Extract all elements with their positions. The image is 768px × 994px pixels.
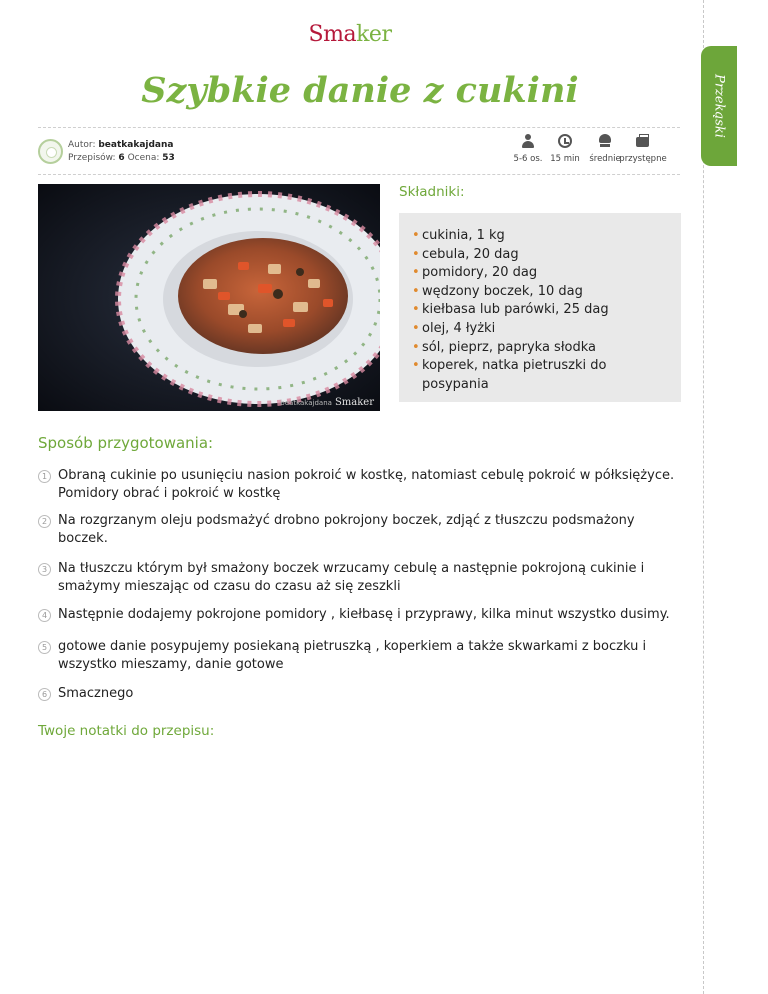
ingredient-item: • cebula, 20 dag (410, 246, 663, 265)
brand-logo (0, 22, 700, 47)
divider (38, 127, 680, 128)
recipe-photo (38, 184, 380, 411)
ingredients-list (410, 227, 663, 394)
ingredients-heading: Składniki: (399, 184, 465, 200)
step-item (38, 638, 688, 674)
difficulty-value: średnie (589, 154, 621, 164)
ingredient-item: • koperek, natka pietruszki do posypania (410, 357, 663, 394)
ingredient-item: • wędzony boczek, 10 dag (410, 283, 663, 302)
person-icon (521, 134, 535, 148)
step-item (38, 467, 688, 503)
author-name[interactable]: beatkakajdana (98, 140, 174, 150)
notes-heading: Twoje notatki do przepisu: (38, 723, 215, 739)
step-item (38, 606, 688, 624)
step-item (38, 685, 688, 703)
cost-value: przystępne (619, 154, 667, 164)
step-text: Obraną cukinie po usunięciu nasion pokroić w kostkę, natomiast cebulę pokroić w półksiężyce. Pomidory obrać i pokroić w kostkę (58, 468, 675, 501)
steps-heading: Sposób przygotowania: (38, 434, 214, 452)
brand-part-2: ker (356, 22, 392, 47)
ingredients-box (399, 213, 681, 402)
step-text: Na tłuszczu którym był smażony boczek wrzucamy cebulę a następnie pokrojoną cukinie i smażymy mieszając od czasu do czasu aż się zeszkli (58, 561, 645, 594)
step-text: Następnie dodajemy pokrojone pomidory , kiełbasę i przyprawy, kilka minut wszystko dusimy. (58, 607, 670, 622)
clock-icon (558, 134, 572, 148)
cost-meta (613, 134, 673, 164)
step-number: 4 (38, 609, 51, 622)
step-number: 5 (38, 641, 51, 654)
step-number: 3 (38, 563, 51, 576)
chef-hat-icon (598, 134, 612, 148)
wallet-icon (636, 134, 650, 148)
ingredient-item: • cukinia, 1 kg (410, 227, 663, 246)
brand-part-1: Sma (308, 22, 357, 47)
step-number: 2 (38, 515, 51, 528)
author-info (68, 139, 175, 165)
watermark-user: beatkakajdana (280, 399, 332, 407)
step-number: 1 (38, 470, 51, 483)
watermark-brand: Smaker (334, 397, 374, 408)
recipes-count: 6 (118, 153, 125, 163)
dish-illustration (38, 184, 380, 411)
author-label: Autor: (68, 140, 96, 150)
ingredient-item: • pomidory, 20 dag (410, 264, 663, 283)
divider (38, 174, 680, 175)
step-item (38, 512, 688, 548)
rating-label: Ocena: (127, 153, 160, 163)
step-text: gotowe danie posypujemy posiekaną pietruszką , koperkiem a także skwarkami z boczku i wszystko mieszamy, danie gotowe (58, 639, 647, 672)
ingredient-item: • sól, pieprz, papryka słodka (410, 339, 663, 358)
servings-value: 5-6 os. (513, 154, 543, 164)
rating-value: 53 (162, 153, 175, 163)
author-avatar-icon (38, 139, 63, 164)
photo-watermark (280, 397, 374, 408)
category-tab-label: Przekąski (711, 74, 727, 138)
recipe-title: Szybkie danie z cukini (141, 70, 579, 111)
step-item (38, 560, 688, 596)
step-text: Smacznego (58, 686, 134, 701)
time-value: 15 min (550, 154, 580, 164)
recipes-label: Przepisów: (68, 153, 116, 163)
step-number: 6 (38, 688, 51, 701)
ingredient-item: • olej, 4 łyżki (410, 320, 663, 339)
ingredient-item: • kiełbasa lub parówki, 25 dag (410, 301, 663, 320)
step-text: Na rozgrzanym oleju podsmażyć drobno pokrojony boczek, zdjąć z tłuszczu podsmażony boczek. (58, 513, 635, 546)
